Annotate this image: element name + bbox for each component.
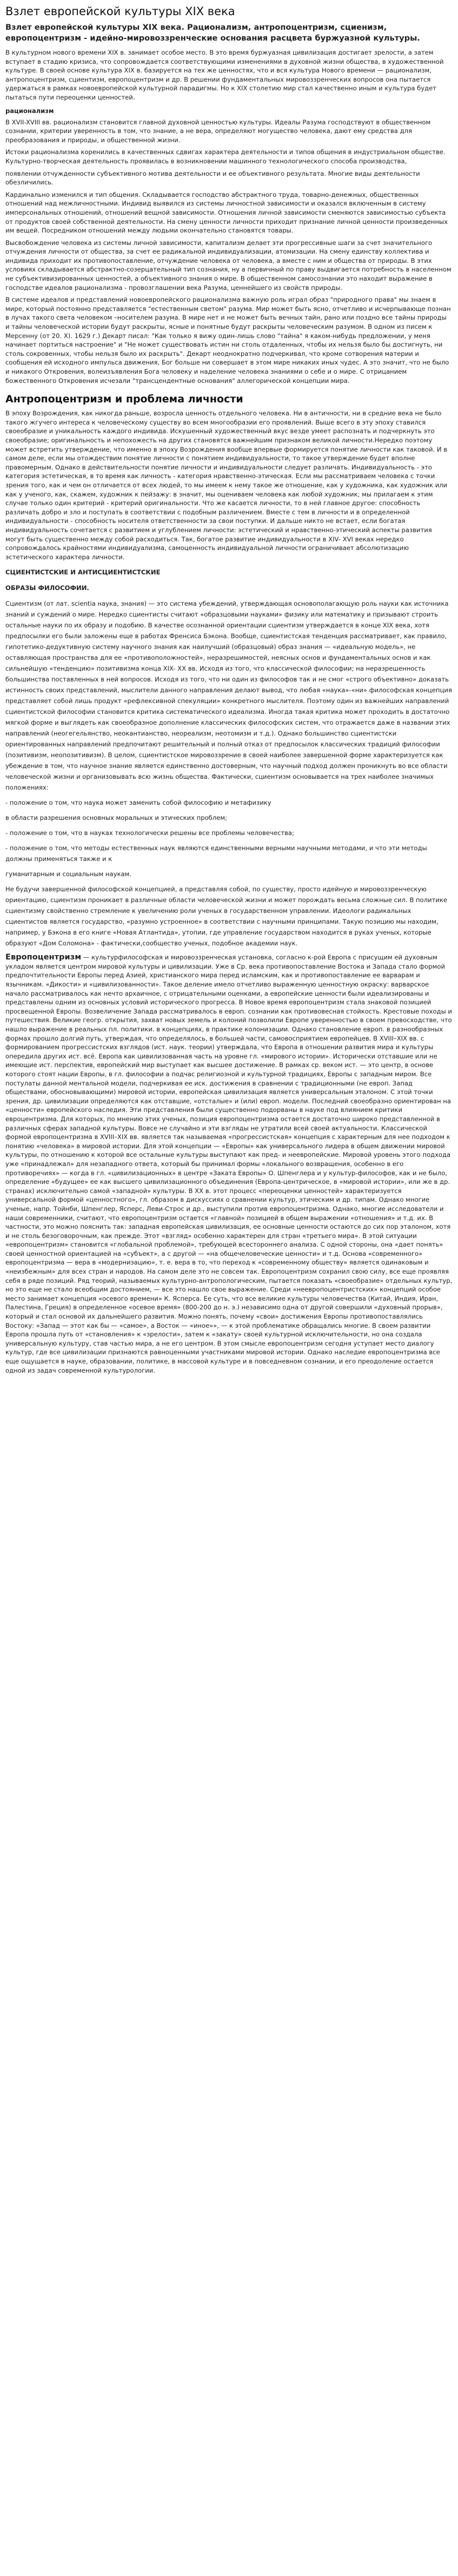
inline-heading-eurocentrism: Европоцентризм [5, 952, 82, 962]
list-item: гуманитарным и социальным наукам. [5, 870, 132, 878]
eurocentrism-section [5, 953, 453, 1375]
paragraph: В системе идеалов и представлений новоевропейского рационализма важную роль играл образ "природного права" мы знаем в мире, который постоянно представляется "естественным светом" разума. Мир может быть ясно, отчетливо и исчерпывающе познан в лучах такого света человеком –носителем разума. В мире нет и не может быть вечных тайн, рано или поздно все тайны природы и тайны человеческой истории будут раскрыты, ясные и понятные будут раскрыты человеческим разумом. В одном из писем к Мерсенну (от 20. Х). 1629 г.) Декарт писал: "Как только я вижу один-лишь слово "тайна" я каком-нибудь предложении, у меня начинает портиться настроение" и "Не может существовать истин ни столь отдаленных, чтобы их нельзя было бы достигнуть, ни столь сокровенных, чтобы нельзя было их раскрыть". Декарт неоднократно подчеркивал, что кроме сотворения материи и сообщения ей исходного импульса движения, Бог больше ни совершает в этом мире никаких иных чудес. А это значит, что не было и никакого Откровения, волеизъявления Бога человеку и наделение человека знаниями о себе и о мире. С отрицанием божественного Откровения исчезали "трансцендентные основания" аллегорической концепции мира. [5, 296, 451, 385]
section-subheading-scientism-2: ОБРАЗЫ ФИЛОСОФИИ. [5, 584, 89, 592]
anthropocentrism-section [5, 409, 453, 561]
scientism-section [5, 598, 453, 949]
section-subheading-scientism: СЦИЕНТИСТСКИЕ И АНТИСЦИЕНТИСТСКИЕ [5, 568, 161, 577]
paragraph: появлении отчужденности субъективного мотива деятельности и ее объективного результата. Многие виды деятельности обезличились. [5, 169, 420, 187]
rationalism-section [5, 118, 453, 386]
paragraph-eurocentrism [5, 953, 453, 1375]
eurocentrism-text: — культурфилософская и мировоззренческая установка, согласно к-рой Европа с присущим ей духовным укладом является центром мировой культуры и цивилизации. Уже в Ср. века противопоставление Востока и Запада стало формой предпочтительности Европы перед Азией, христианского мира перед исламским, как и противопоставление ее варварам и язычникам. «Дикости» и «цивилизованности». Такое деление имело отчетливо выраженную ценностную окраску: варварское начало рассматривалось как нечто архаичное, с отрицательными оценками, а европейские ценности были идеализированы и представлены одним из основных условий исторического прогресса. В Новое время европоцентризм стала знаковой позицией просвещенной Европы. Возвеличение Запада рассматривалось в европ. сознании как противовесная стойкость. Крестовые походы и путешествия. Великие геогр. открытия, захват новых земель и колоний позволили Европе уверенностью в своем превосходстве, что нашло выражение в реальных пл. политики. в концепциях, в практике колонизации. Однако становление европ. в разнообразных формах прошло долгий путь, утверждая, что определялось, в большей части, самовосприятием европейцев. В XVIII–XIX вв. с формированием прогрессистских взглядов (ист. наук. теории) утверждала, что Европа в отношении развития мира и культуры опередила других ист. всё. Европа как цивилизованная часть на уровне гл. «мирового истории». Исторически отставшие или не имеющие ист. перспектив, европейский мир выступает как высшее достижение. В рамках ср. веком ист. — это центр, в основе которого стоят нации Европы, в гл. философии а подчас религиозной и культурной традициях, Европы с западным миром. Все постулаты данной ментальной модели, подчеркивая ее иск. достижения в сравнении с традиционными (не европ. Запад обществами, обосновывающими) мировой истории, европейская цивилизация является универсальным эталоном. С этой точки зрения, др. цивилизации определяются как отставшие, «отсталые» и (или) европ. модели. Последний своеобразно ориентирован на «ценности» европейского наследия. Эти представления были существенно подорваны в науке под влиянием критики евроцентризма. Для которых, по мнению этих ученых, позиция европоцентризма остается достаточно широко представленной в различных сферах западной культуры. Вовсе не случайно и эти взгляды не утратили всей своей актуальности. Классической формой европоцентризма в XVIII–XIX вв. является так называемая «прогрессистская» концепция с характерным для нее подходом к понятию «человека» в мировой истории. Для этой концепции — «Европы» как универсального лидера в общем движении мировой культуры, по отношению к которой все остальные культуры выступают как пред- и неевропейские. Мировой уровень этого подхода уже «принадлежал» для незападного ответа, который бы принимал формы «локального возвращения, особенно в его противоречиях» — когда в гл. «цивилизационных» в центре «Заката Европы» О. Шпенглера и у культур-философов, как и не было, определение «будущее» ее как высшего цивилизационного объединения (Европа-центрическое, в «мировой истории», или же в др. странах) исключительно самой «западной» культуры. В XX в. этот процесс «переоценки ценностей» характеризуется универсальной формой «ценностного», гл. образом в дискуссиях о сравнении культур, этическим и др. типам. Однако многие ученые, напр. Тойнби, Шпенглер, Ясперс, Леви-Строс и др., выступили против европоцентризма. Однако, многие исследователи и наши современники, считают, что европоцентризм остается «главной» позицией в общем выражении «отношения» и т.д. их. В частности, это можно пояснить так: западная европейская цивилизация, ее основные ценности остаются до сих пор эталоном, хотя и не столь безоговорочным, как прежде. Этот «взгляд» особенно характерен для стран «третьего мира». В этой ситуации «европоцентризм» становится «глобальной проблемой», требующей всестороннего анализа. С одной стороны, она «дает понять» своей ценностной ориентацией на «субъект», а с другой — «на общечеловеческие ценности» и т.д. Основа «современного» европоцентризма — вера в «модернизацию», т. е. вера в то, что переход к «современному обществу» является одинаковым и «неизбежным» для всех стран и народов. На самом деле это не совсем так. Европоцентризм сохранил свою силу, все еще проявляя себя в ряде позиций. Ряд теорий, называемых культурно-антропологическим, пытается показать «своеобразие» отдельных культур, но это еще не стало всеобщим достоянием, — все это нашло свое выражение. Среди «неевропоцентристских» концепций особое место занимает концепция «осевого времени» К. Ясперса. Ее суть, что все великие культуры человечества (Китай, Индия, Иран, Палестина, Греция) в определенное «осевое время» (800-200 до н. э.) независимо одна от другой совершили «духовный прорыв», который и стал основой их дальнейшего развития. Можно понять, почему «свои» достижения Европы противопоставлялись Востоку: «Запад — этот как бы — «самое», а Восток — «иное»», — к этой проблематике обращались многие. В своем развитии Европа прошла путь от «становления» к «зрелости», затем к «закату» своей культурной исключительности, но она создала универсальную культуру, став частью мира, а не его центром. В этом смысле европоцентризм сегодня уступает место диалогу культур, где все цивилизации признаются равноценными участниками мировой истории. Однако наследие европоцентризма все еще ощущается в науке, образовании, политике, в массовой культуре и в повседневном сознании, и его преодоление остается одной из задач современной культурологии. [5, 953, 453, 1374]
section-subheading-rationalism: рационализм [5, 107, 54, 115]
paragraph: В культурном нового времени XIX в. занимает особое место. В это время буржуазная цивилизация достигает зрелости, а затем вступает в стадию кризиса, что сопровождается соответствующими изменениями в духовной жизни общества, в художественной культуре. В своей основе культура XIX в. базируется на тех же ценностях, что и вся культура Нового времени — рационализм, антропоцентризм, сциентизм, европоцентризм и др. В решении фундаментальных мировоззренческих вопросов она пытается удержаться в рамках новоевропейской культурной парадигмы. Но к XIX столетию мир стал качественно иным и культура будет пытаться пути переоценки ценностей. [5, 49, 444, 101]
paragraph: Кардинально изменился и тип общения. Складывается господство абстрактного труда, товарно-денежных, общественных отношений над межличностными. Индивид выявился из системы личностной зависимости и оказался включенным в систему имперсональных отношений, отношений вещной зависимости. Отношения личной зависимости сменяются зависимостью субъекта от продуктов своей собственной деятельности. На смену ценности личности приходит признание личной ценности произведенных им вещей. Посредником отношений между людьми окончательно становятся товары. [5, 190, 448, 235]
paragraph: В XVII-XVIII вв. рационализм становится главной духовной ценностью культуры. Идеалы Разума господствуют в общественном сознании, критерии уверенность в том, что знание, а не вера, определяют могущество человека, дают ему средства для преобразования и природы, и общественной жизни. [5, 118, 431, 144]
list-item: - положение о том, что наука может заменить собой философию и метафизику [5, 799, 271, 807]
paragraph: Высвобождение человека из системы личной зависимости, капитализм делает эти прогрессивные шаги за счет значительного отчуждения личности от общества, за счет ее радикальной индивидуализации, атомизации. На смену единству коллектива и индивида приходит их противопоставление, отчуждение человека от человека, а вместе с ним и общества от природы. В этих условиях складывается абстрактно-созерцательный тип сознания, ну а первичный по праву выдвигается потребность в населенном не субъективизированных ценностей, а объективного знания о мире. В общественном самосознании это находит выражение в господстве идеалов рационализма - провозглашении века Разума, ценнейшего из свойств природы. [5, 239, 452, 292]
page-title: Взлет европейской культуры XIX века [5, 5, 235, 18]
lead-paragraph: Взлет европейской культуры XIX века. Рационализм, антропоцентризм, сциенизм, европоцентризм - идейно-мировоззренческие основания расцвета буржуазной культуры. [5, 23, 420, 43]
paragraph: Истоки рационализма коренились в качественных сдвигах характера деятельности и типов общения в индустриальном обществе. Культурно-творческая деятельность проявилась в возникновении машинного технологического способа производства, [5, 148, 446, 165]
list-item: - положение о том, что методы естественных наук являются единственными верными научными методами, и что эти методы должны применяться также и к [5, 844, 427, 863]
intro-section [5, 48, 453, 102]
paragraph: В эпоху Возрождения, как никогда раньше, возросла ценность отдельного человека. Ни в античности, ни в средние века не было такого жгучего интереса к человеческому существу во всем многообразии его проявлений. Выше всего в эту эпоху ставился своеобразие и уникальность каждого индивида. Искушенный художественный вкус везде умеет распознать и подчеркнуть это своеобразие; оригинальность и непохожесть на других становятся важнейшим признаком великой личности.Нередко поэтому может встретить утверждение, что именно в эпоху Возрождения вообще впервые формируется понятие личности как таковой. И в самом деле, если мы отождествим понятие личности с понятием индивидуальности, то такое утверждение будет вполне правомерным. Однако в действительности понятие личности и индивидуальности следует различать. Индивидуальность - это категория эстетическая, в то время как личность - категория нравственно-этическая. Если мы рассматриваем человека с точки зрения того, как и чем он отличается от всех людей, то мы имеем к нему такое же отношение, как у художника, как художник или как у ученого, как, скажем, художник к пейзажу: в значит, мы оцениваем человека как любой художник; мы прилагаем к этим случае только один критерий - критерий оригинальности. Что же касается личности, то в ней главное другое: способность различать добро и зло и поступать в соответствии с подобным различением. Вместе с тем в личности и в определенной индивидуальности - способность носителя ответственности за свои поступки. И дальше никто не встает, если богатая индивидуальность сочетается с развитием и углублением личности: эстетический и нравственно-этический аспекты развития могут быть существенно между собой расходиться. Так, богатое развитие индивидуальности в XIV- XVI веках нередко сопровождалось крайностями индивидуализма, самоценность индивидуальной личности ограничивает абсолютизацию эстетического характера личности. [5, 409, 448, 561]
section-heading-anthropocentrism: Антропоцентризм и проблема личности [5, 393, 243, 406]
list-item: - положение о том, что в науках технологически решены все проблемы человечества; [5, 829, 294, 837]
list-item: в области разрешения основных моральных и этических проблем; [5, 814, 228, 822]
paragraph: Сциентизм (от лат. scientia наука, знания) — это система убеждений, утверждающая основополагающую роль науки как источника знаний и суждений о мире. Нередко сциентисты считают «образцовыми науками» физику или математику и призывают строить остальные науки по их образу и подобию. В качестве осознанной ориентации сциентизм утверждается в конце XIX века, хотя предпосылки его были заложены еще в работах Френсиса Бэкона. Вообще, сциентистская тенденция рассматривает, как правило, гипотетико-дедуктивную систему научного знания как наилучший (образцовый) образ знания — «идеальную модель», не оставляющая пространства для ее «противоположностей», неразрешимостей, неясных основ и фундаментальных основ и как сильнейшую «тенденцию» позитивизма конца XIX- ХX вв. Исходя из того, что классической философии; на неразрешенность большинства поставленных в ней вопросов. Исходя из того, что ни один из философов так и не смог «строго объективно» доказать истинность своих представлений, мыслители данного направления делают вывод, что любая «наука»-«ни» философская концепция представляет собой лишь продукт «рефлексивной спекуляции» конкретного мыслителя. Поэтому один из важнейших направлений сциентистской философии становится критика систематического идеализма. Иногда такая критика может проходить в достаточно мягкой форме и выглядеть как своеобразное дополнение классических философских систем, что отражается даже в названии этих направлений (неогегельянство, неокантианство, неореализм, неотомизм и т.д.). Однако большинство сциентистски ориентированных направлений предпочитают решительный и полный отказ от предпосылок классических традиций философии (позитивизм, неопозитивизм). В целом, сциентистское мировоззрение в своей наиболее завершенной форме характеризуется как убеждение в том, что научное знание является единственно достоверным, что научный подход должен проникнуть во все области человеческой жизни и организовывать всю жизнь общества. Фактически, сциентизм основывается на трех наиболее значимых положениях: [5, 600, 452, 792]
paragraph: Не будучи завершенной философской концепцией, а представляя собой, по существу, просто идейную и мировоззренческую ориентацию, сциентизм проникает в различные области человеческой жизни и может порождать весьма сложные сил. В политике сциентизму свойственно стремление к увеличению роли ученых в государственном управлении. Идеологи радикальных сциентистов является государство, «разумно устроенное» в соответствии с научными принципами. Такую позицию мы находим, например, у Бэкона в его книге «Новая Атлантида», утопии, где управление государством находится в руках ученых, которые образуют «Дом Соломона» - фактически,сообщество ученых, подобное академии наук. [5, 885, 448, 948]
